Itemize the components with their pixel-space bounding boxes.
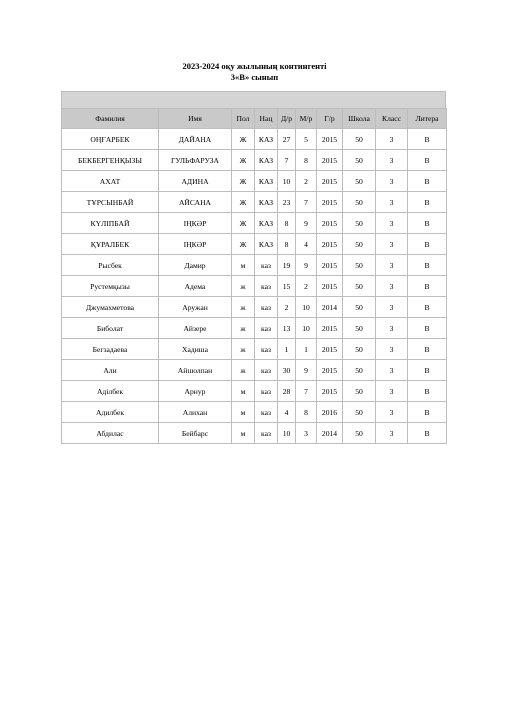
letter-cell: В bbox=[408, 213, 447, 234]
name-cell: ІҢКӘР bbox=[159, 213, 232, 234]
grade-cell: 3 bbox=[376, 318, 408, 339]
table-row bbox=[62, 339, 447, 360]
nationality-cell: КАЗ bbox=[255, 192, 278, 213]
birth-day-cell: 13 bbox=[278, 318, 296, 339]
grade-cell: 3 bbox=[376, 423, 408, 444]
birth-day-cell: 8 bbox=[278, 213, 296, 234]
nationality-cell: каз bbox=[255, 276, 278, 297]
grade-cell: 3 bbox=[376, 234, 408, 255]
nationality-cell: КАЗ bbox=[255, 213, 278, 234]
birth-day-cell: 27 bbox=[278, 129, 296, 150]
school-cell: 50 bbox=[343, 276, 376, 297]
gender-cell: м bbox=[232, 255, 255, 276]
birth-year-cell: 2015 bbox=[317, 255, 343, 276]
nationality-cell: каз bbox=[255, 381, 278, 402]
school-cell: 50 bbox=[343, 171, 376, 192]
nationality-cell: каз bbox=[255, 318, 278, 339]
school-cell: 50 bbox=[343, 150, 376, 171]
birth-month-cell: 7 bbox=[296, 381, 317, 402]
table-row bbox=[62, 255, 447, 276]
table-row bbox=[62, 171, 447, 192]
table-row bbox=[62, 402, 447, 423]
nationality-cell: каз bbox=[255, 255, 278, 276]
table-row bbox=[62, 213, 447, 234]
surname-cell: Бегзадаева bbox=[62, 339, 159, 360]
surname-cell: Аділбек bbox=[62, 381, 159, 402]
gender-cell: ж bbox=[232, 276, 255, 297]
letter-cell: В bbox=[408, 150, 447, 171]
nationality-cell: каз bbox=[255, 402, 278, 423]
birth-year-cell: 2015 bbox=[317, 360, 343, 381]
birth-day-cell: 28 bbox=[278, 381, 296, 402]
gender-cell: ж bbox=[232, 297, 255, 318]
document-title bbox=[0, 61, 509, 83]
birth-day-cell: 7 bbox=[278, 150, 296, 171]
birth-month-cell: 2 bbox=[296, 276, 317, 297]
birth-year-cell: 2015 bbox=[317, 381, 343, 402]
letter-cell: В bbox=[408, 339, 447, 360]
name-cell: Адема bbox=[159, 276, 232, 297]
birth-year-cell: 2015 bbox=[317, 234, 343, 255]
grade-cell: 3 bbox=[376, 381, 408, 402]
school-cell: 50 bbox=[343, 381, 376, 402]
surname-cell: Рысбек bbox=[62, 255, 159, 276]
col-grade-header: Класс bbox=[376, 109, 408, 129]
birth-year-cell: 2015 bbox=[317, 129, 343, 150]
birth-year-cell: 2015 bbox=[317, 276, 343, 297]
grade-cell: 3 bbox=[376, 129, 408, 150]
col-birth-year-header: Г/р bbox=[317, 109, 343, 129]
nationality-cell: КАЗ bbox=[255, 129, 278, 150]
name-cell: Хадиша bbox=[159, 339, 232, 360]
birth-month-cell: 9 bbox=[296, 213, 317, 234]
letter-cell: В bbox=[408, 255, 447, 276]
nationality-cell: КАЗ bbox=[255, 150, 278, 171]
col-birth-month-header: М/р bbox=[296, 109, 317, 129]
birth-day-cell: 1 bbox=[278, 339, 296, 360]
gender-cell: ж bbox=[232, 360, 255, 381]
grade-cell: 3 bbox=[376, 192, 408, 213]
birth-month-cell: 8 bbox=[296, 402, 317, 423]
school-cell: 50 bbox=[343, 360, 376, 381]
birth-month-cell: 5 bbox=[296, 129, 317, 150]
gender-cell: м bbox=[232, 402, 255, 423]
birth-month-cell: 3 bbox=[296, 423, 317, 444]
grade-cell: 3 bbox=[376, 213, 408, 234]
surname-cell: Джумахметова bbox=[62, 297, 159, 318]
table-row bbox=[62, 297, 447, 318]
name-cell: АЙСАНА bbox=[159, 192, 232, 213]
letter-cell: В bbox=[408, 318, 447, 339]
birth-year-cell: 2016 bbox=[317, 402, 343, 423]
table-row bbox=[62, 192, 447, 213]
col-gender-header: Пол bbox=[232, 109, 255, 129]
table-row bbox=[62, 234, 447, 255]
birth-day-cell: 19 bbox=[278, 255, 296, 276]
name-cell: Дамир bbox=[159, 255, 232, 276]
gender-cell: Ж bbox=[232, 129, 255, 150]
school-cell: 50 bbox=[343, 297, 376, 318]
school-cell: 50 bbox=[343, 339, 376, 360]
nationality-cell: КАЗ bbox=[255, 171, 278, 192]
birth-month-cell: 1 bbox=[296, 339, 317, 360]
name-cell: Айшолпан bbox=[159, 360, 232, 381]
birth-day-cell: 23 bbox=[278, 192, 296, 213]
letter-cell: В bbox=[408, 297, 447, 318]
class-roster-table bbox=[61, 108, 447, 444]
name-cell: Айзере bbox=[159, 318, 232, 339]
name-cell: Арнур bbox=[159, 381, 232, 402]
table-row bbox=[62, 318, 447, 339]
birth-month-cell: 10 bbox=[296, 297, 317, 318]
grade-cell: 3 bbox=[376, 360, 408, 381]
nationality-cell: каз bbox=[255, 360, 278, 381]
gender-cell: Ж bbox=[232, 150, 255, 171]
name-cell: ДАЙАНА bbox=[159, 129, 232, 150]
gender-cell: Ж bbox=[232, 213, 255, 234]
letter-cell: В bbox=[408, 423, 447, 444]
grade-cell: 3 bbox=[376, 150, 408, 171]
name-cell: ГУЛЬФАРУЗА bbox=[159, 150, 232, 171]
birth-year-cell: 2015 bbox=[317, 213, 343, 234]
birth-year-cell: 2014 bbox=[317, 297, 343, 318]
gender-cell: Ж bbox=[232, 234, 255, 255]
col-name-header: Имя bbox=[159, 109, 232, 129]
col-nationality-header: Нац bbox=[255, 109, 278, 129]
letter-cell: В bbox=[408, 129, 447, 150]
gender-cell: Ж bbox=[232, 171, 255, 192]
letter-cell: В bbox=[408, 234, 447, 255]
letter-cell: В bbox=[408, 171, 447, 192]
col-letter-header: Литера bbox=[408, 109, 447, 129]
birth-year-cell: 2015 bbox=[317, 339, 343, 360]
surname-cell: ОҢҒАРБЕК bbox=[62, 129, 159, 150]
birth-day-cell: 30 bbox=[278, 360, 296, 381]
birth-year-cell: 2015 bbox=[317, 192, 343, 213]
col-surname-header: Фамилия bbox=[62, 109, 159, 129]
title-line-class: 3«В» сынып bbox=[230, 72, 279, 82]
gender-cell: ж bbox=[232, 339, 255, 360]
birth-year-cell: 2015 bbox=[317, 318, 343, 339]
letter-cell: В bbox=[408, 360, 447, 381]
birth-day-cell: 4 bbox=[278, 402, 296, 423]
school-cell: 50 bbox=[343, 129, 376, 150]
birth-month-cell: 9 bbox=[296, 255, 317, 276]
birth-day-cell: 15 bbox=[278, 276, 296, 297]
birth-month-cell: 2 bbox=[296, 171, 317, 192]
grade-cell: 3 bbox=[376, 339, 408, 360]
school-cell: 50 bbox=[343, 234, 376, 255]
gender-cell: Ж bbox=[232, 192, 255, 213]
name-cell: Аружан bbox=[159, 297, 232, 318]
surname-cell: Биболат bbox=[62, 318, 159, 339]
surname-cell: АХАТ bbox=[62, 171, 159, 192]
birth-year-cell: 2015 bbox=[317, 150, 343, 171]
school-cell: 50 bbox=[343, 318, 376, 339]
surname-cell: Али bbox=[62, 360, 159, 381]
letter-cell: В bbox=[408, 276, 447, 297]
birth-year-cell: 2015 bbox=[317, 171, 343, 192]
grade-cell: 3 bbox=[376, 255, 408, 276]
table-head bbox=[62, 109, 447, 129]
birth-month-cell: 4 bbox=[296, 234, 317, 255]
grade-cell: 3 bbox=[376, 297, 408, 318]
grade-cell: 3 bbox=[376, 402, 408, 423]
birth-year-cell: 2014 bbox=[317, 423, 343, 444]
school-cell: 50 bbox=[343, 402, 376, 423]
nationality-cell: каз bbox=[255, 339, 278, 360]
name-cell: Бейбарс bbox=[159, 423, 232, 444]
birth-day-cell: 8 bbox=[278, 234, 296, 255]
nationality-cell: КАЗ bbox=[255, 234, 278, 255]
surname-cell: Адилбек bbox=[62, 402, 159, 423]
gender-cell: ж bbox=[232, 318, 255, 339]
surname-cell: Абдилас bbox=[62, 423, 159, 444]
surname-cell: Рустемқызы bbox=[62, 276, 159, 297]
grade-cell: 3 bbox=[376, 276, 408, 297]
title-line-year: 2023-2024 оқу жылының контингенті bbox=[182, 61, 327, 71]
nationality-cell: каз bbox=[255, 423, 278, 444]
gender-cell: м bbox=[232, 381, 255, 402]
birth-day-cell: 10 bbox=[278, 423, 296, 444]
surname-cell: БЕКБЕРГЕНҚЫЗЫ bbox=[62, 150, 159, 171]
table-header-band bbox=[61, 91, 446, 108]
surname-cell: КҮЛІПБАЙ bbox=[62, 213, 159, 234]
table-row bbox=[62, 423, 447, 444]
birth-month-cell: 9 bbox=[296, 360, 317, 381]
school-cell: 50 bbox=[343, 423, 376, 444]
letter-cell: В bbox=[408, 381, 447, 402]
table-body bbox=[62, 129, 447, 444]
table-row bbox=[62, 150, 447, 171]
name-cell: Алихан bbox=[159, 402, 232, 423]
col-school-header: Школа bbox=[343, 109, 376, 129]
table-row bbox=[62, 360, 447, 381]
birth-month-cell: 8 bbox=[296, 150, 317, 171]
school-cell: 50 bbox=[343, 255, 376, 276]
school-cell: 50 bbox=[343, 213, 376, 234]
school-cell: 50 bbox=[343, 192, 376, 213]
nationality-cell: каз bbox=[255, 297, 278, 318]
birth-day-cell: 2 bbox=[278, 297, 296, 318]
letter-cell: В bbox=[408, 402, 447, 423]
gender-cell: м bbox=[232, 423, 255, 444]
surname-cell: ТҰРСЫНБАЙ bbox=[62, 192, 159, 213]
table-row bbox=[62, 129, 447, 150]
surname-cell: ҚҰРАЛБЕК bbox=[62, 234, 159, 255]
letter-cell: В bbox=[408, 192, 447, 213]
name-cell: АДИНА bbox=[159, 171, 232, 192]
header-row bbox=[62, 109, 447, 129]
grade-cell: 3 bbox=[376, 171, 408, 192]
table-row bbox=[62, 276, 447, 297]
table-row bbox=[62, 381, 447, 402]
name-cell: ІҢКӘР bbox=[159, 234, 232, 255]
birth-month-cell: 7 bbox=[296, 192, 317, 213]
col-birth-day-header: Д/р bbox=[278, 109, 296, 129]
birth-day-cell: 10 bbox=[278, 171, 296, 192]
birth-month-cell: 10 bbox=[296, 318, 317, 339]
